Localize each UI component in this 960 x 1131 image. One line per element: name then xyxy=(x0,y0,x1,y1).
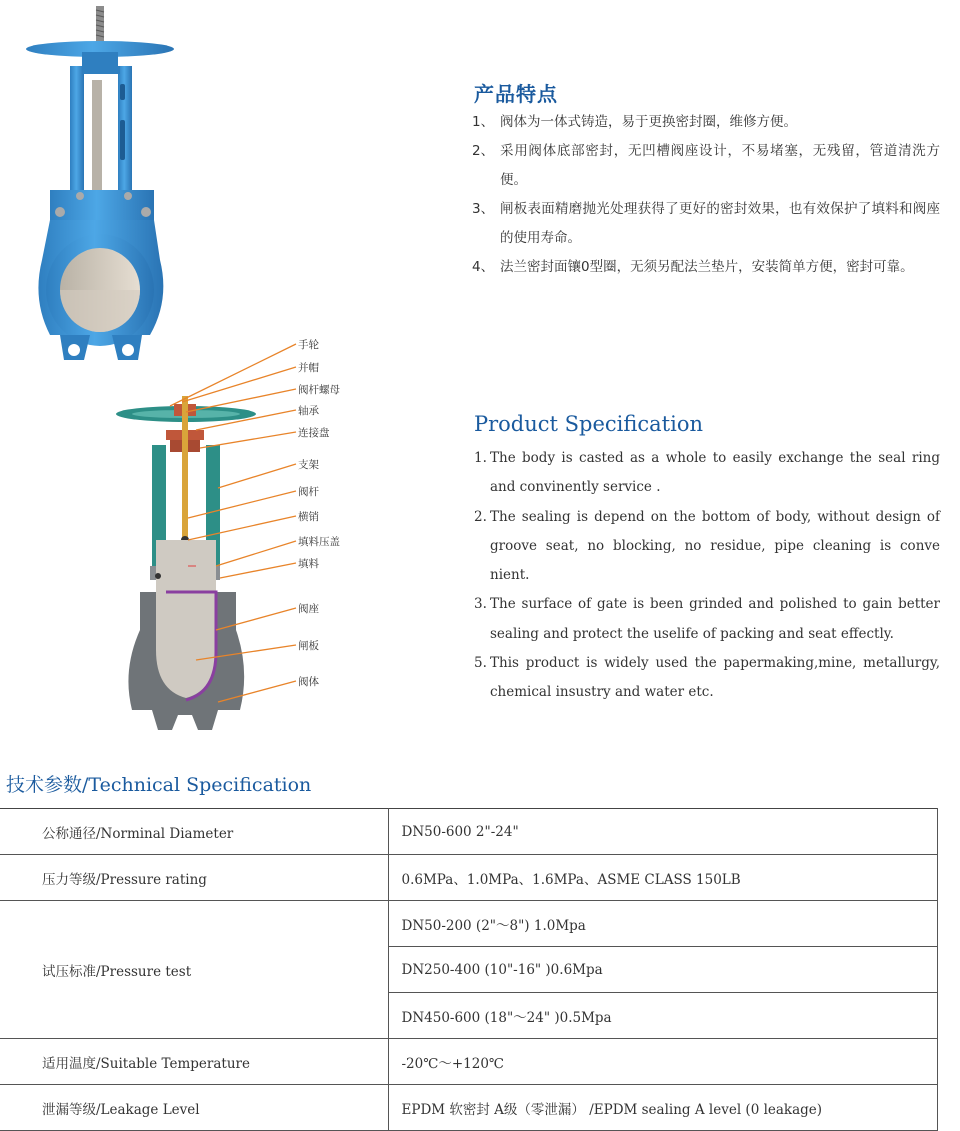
item-text: This product is widely used the papermaking,mine, metallurgy, chemical insustry and water etc. xyxy=(490,655,940,701)
row-value: 0.6MPa、1.0MPa、1.6MPa、ASME CLASS 150LB xyxy=(388,855,938,901)
item-number: 3、 xyxy=(472,201,495,217)
row-label: 适用温度/Suitable Temperature xyxy=(0,1039,388,1085)
list-item xyxy=(474,503,940,591)
list-item xyxy=(472,108,940,137)
cutaway-diagram xyxy=(100,330,360,740)
row-value: EPDM 软密封 A级（零泄漏） /EPDM sealing A level (0 leakage) xyxy=(388,1085,938,1131)
label-bracket: 支架 xyxy=(298,459,319,471)
label-lock-nut: 并帽 xyxy=(298,362,319,374)
item-number: 2. xyxy=(474,508,487,525)
list-item xyxy=(474,590,940,649)
tech-spec-table xyxy=(0,808,938,1131)
item-text: The sealing is depend on the bottom of body, without design of groove seat, no blocking, no residue, pipe cleaning is conve nient. xyxy=(490,508,940,584)
list-item xyxy=(472,137,940,195)
item-number: 2、 xyxy=(472,143,495,159)
label-stem-nut: 阀杆螺母 xyxy=(298,384,340,396)
table-row xyxy=(0,809,938,855)
label-packing-gland: 填料压盖 xyxy=(298,536,340,548)
row-label: 泄漏等级/Leakage Level xyxy=(0,1085,388,1131)
row-value: DN50-200 (2"～8") 1.0Mpa xyxy=(388,901,938,947)
list-item xyxy=(472,195,940,253)
item-text: 法兰密封面镶0型圈，无须另配法兰垫片，安装简单方便，密封可靠。 xyxy=(500,259,914,275)
product-photo xyxy=(20,0,200,380)
label-stem: 阀杆 xyxy=(298,486,319,498)
item-text: 阀体为一体式铸造，易于更换密封圈，维修方便。 xyxy=(500,114,797,130)
label-seat: 阀座 xyxy=(298,603,319,615)
table-row xyxy=(0,1085,938,1131)
tech-spec-title: 技术参数/Technical Specification xyxy=(6,774,312,796)
row-label: 公称通径/Norminal Diameter xyxy=(0,809,388,855)
table-row xyxy=(0,855,938,901)
label-handwheel: 手轮 xyxy=(298,339,319,351)
row-value: DN250-400 (10"-16" )0.6Mpa xyxy=(388,947,938,993)
table-row xyxy=(0,1039,938,1085)
label-gate: 闸板 xyxy=(298,640,319,652)
list-item xyxy=(474,649,940,708)
features-list xyxy=(472,108,940,282)
list-item xyxy=(474,444,940,503)
spec-en-list xyxy=(474,444,940,708)
item-number: 5. xyxy=(474,655,487,672)
row-value: DN450-600 (18"～24" )0.5Mpa xyxy=(388,993,938,1039)
row-value: DN50-600 2"-24" xyxy=(388,809,938,855)
item-text: 采用阀体底部密封，无凹槽阀座设计，不易堵塞，无残留，管道清洗方便。 xyxy=(500,143,940,188)
item-number: 4、 xyxy=(472,259,495,275)
features-title: 产品特点 xyxy=(474,82,558,106)
item-text: The surface of gate is been grinded and polished to gain better sealing and protect the uselife of packing and seat effectly. xyxy=(490,596,940,642)
row-label: 压力等级/Pressure rating xyxy=(0,855,388,901)
label-bearing: 轴承 xyxy=(298,405,319,417)
row-value: -20℃～+120℃ xyxy=(388,1039,938,1085)
table-row xyxy=(0,901,938,947)
item-number: 1. xyxy=(474,450,487,466)
label-cross-pin: 横销 xyxy=(298,511,319,523)
item-text: 闸板表面精磨抛光处理获得了更好的密封效果，也有效保护了填料和阀座的使用寿命。 xyxy=(500,201,940,246)
list-item xyxy=(472,253,940,282)
item-number: 1、 xyxy=(472,114,495,130)
row-label: 试压标准/Pressure test xyxy=(0,901,388,1039)
label-body: 阀体 xyxy=(298,676,319,688)
item-text: The body is casted as a whole to easily exchange the seal ring and convinently service . xyxy=(490,450,940,496)
label-packing: 填料 xyxy=(298,558,319,570)
spec-en-title: Product Specification xyxy=(474,412,704,436)
item-number: 3. xyxy=(474,596,487,613)
label-connecting-plate: 连接盘 xyxy=(298,427,330,439)
